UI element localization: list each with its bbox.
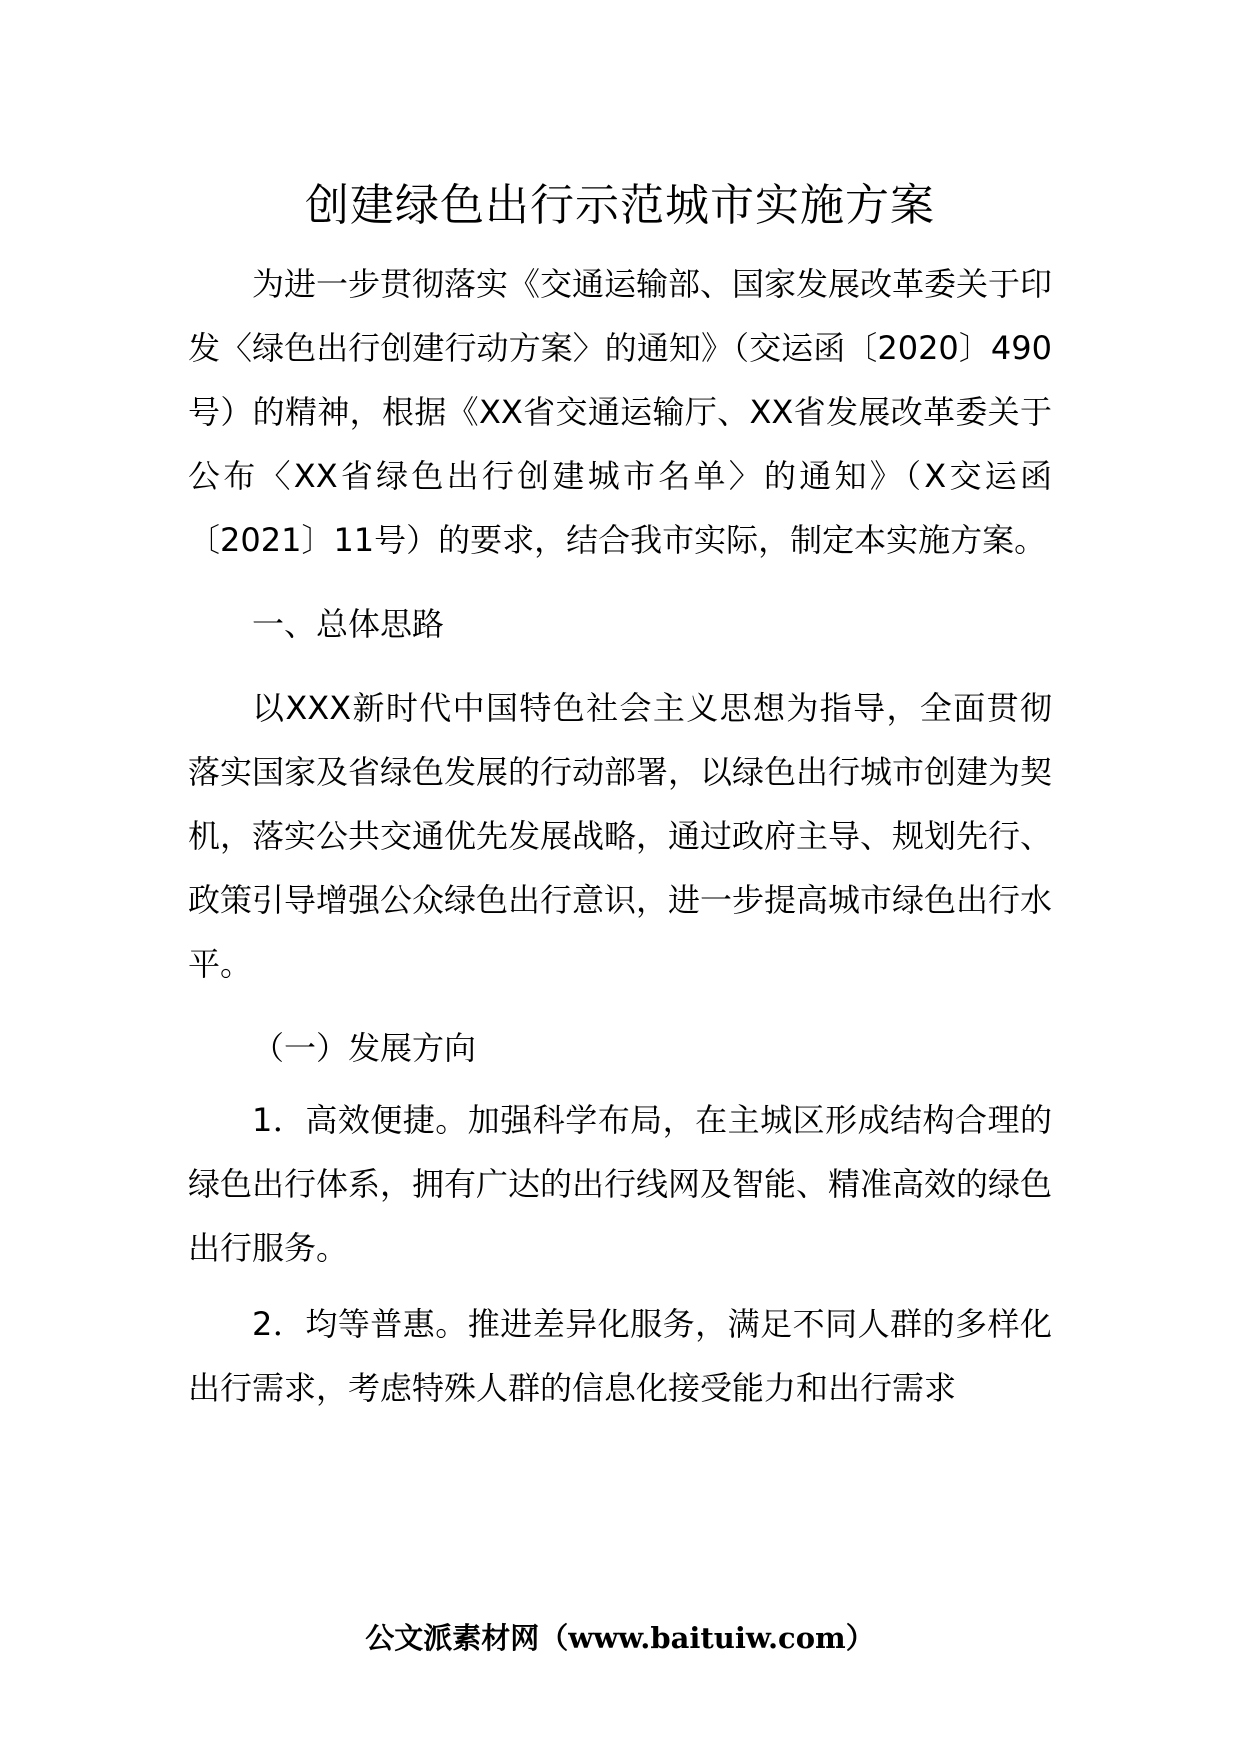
section-heading-overall-thinking: 一、总体思路 [252,605,445,643]
item-efficient-convenient: 1．高效便捷。加强科学布局，在主城区形成结构合理的绿色出行体系，拥有广达的出行线网及智能、精准高效的绿色出行服务。 [188,1101,1053,1267]
item-equal-inclusive: 2．均等普惠。推进差异化服务，满足不同人群的多样化出行需求，考虑特殊人群的信息化接受能力和出行需求 [188,1305,1052,1407]
subsection-heading-development-direction: （一）发展方向 [252,1029,477,1067]
overall-thinking-paragraph: 以XXX新时代中国特色社会主义思想为指导，全面贯彻落实国家及省绿色发展的行动部署，以绿色出行城市创建为契机，落实公共交通优先发展战略，通过政府主导、规划先行、政策引导增强公众绿色出行意识，进一步提高城市绿色出行水平。 [188,689,1053,983]
footer-watermark: 公文派素材网（www.baituiw.com） [365,1621,875,1655]
intro-paragraph: 为进一步贯彻落实《交通运输部、国家发展改革委关于印发〈绿色出行创建行动方案〉的通知》（交运函〔2020〕490号）的精神，根据《XX省交通运输厅、XX省发展改革委关于公布〈XX省绿色出行创建城市名单〉的通知》（X交运函〔2021〕11号）的要求，结合我市实际，制定本实施方案。 [188,265,1053,559]
document-title: 创建绿色出行示范城市实施方案 [305,180,935,231]
document-body [188,252,1052,1420]
